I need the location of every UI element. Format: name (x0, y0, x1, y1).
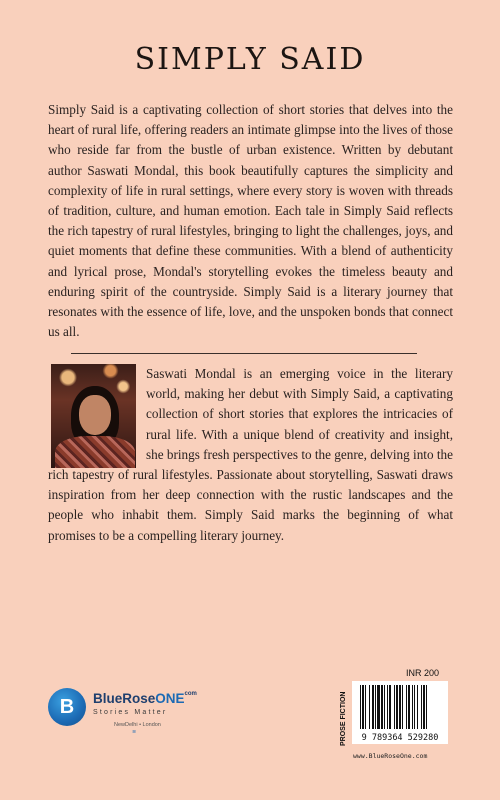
barcode-stripe (412, 685, 413, 729)
barcode-stripe (423, 685, 425, 729)
barcode-stripe (406, 685, 407, 729)
book-title: SIMPLY SAID (134, 42, 366, 77)
author-bio-block (48, 364, 453, 546)
price-label: INR 200 (406, 668, 440, 678)
author-bio: Saswati Mondal is an emerging voice in the literary world, making her debut with Simply Said, a captivating collection of short stories that explores the intricacies of rural life. With a unique blend of creativity and insight, she brings fresh perspectives to the genre, delving into the rich tapestry of rural lifestyles. Passionate about storytelling, Saswati draws inspiration from her deep connection with the rustic landscapes and the people who inhabit them. Simply Said marks the beginning of what promises to be a compelling literary journey. (48, 366, 453, 543)
barcode-stripe (369, 685, 370, 729)
publisher-cities: NewDelhi • London (114, 722, 161, 728)
barcode-stripe (417, 685, 418, 729)
barcode-stripe (365, 685, 366, 729)
barcode-stripe (396, 685, 398, 729)
barcode-stripe (394, 685, 395, 729)
barcode-stripe (399, 685, 401, 729)
genre-label: PROSE FICTION (340, 691, 347, 746)
barcode-icon (360, 685, 444, 729)
publisher-name: BlueRoseONE$^{com}$ (93, 691, 197, 706)
bluerose-logo-icon: B (48, 688, 86, 726)
publisher-mark-icon: ≋ (132, 729, 137, 735)
isbn-number: 9 789364 529280 (361, 733, 439, 743)
barcode-stripe (389, 685, 391, 729)
barcode-stripe (414, 685, 415, 729)
barcode-stripe (387, 685, 388, 729)
isbn-barcode (352, 681, 448, 744)
barcode-stripe (426, 685, 427, 729)
barcode-stripe (381, 685, 383, 729)
barcode-stripe (360, 685, 361, 729)
section-divider (71, 353, 417, 354)
barcode-stripe (421, 685, 422, 729)
publisher-tagline: Stories Matter (93, 709, 168, 716)
barcode-stripe (372, 685, 374, 729)
publisher-website: www.BlueRoseOne.com (353, 752, 428, 760)
publisher-logo (48, 688, 208, 748)
barcode-stripe (384, 685, 385, 729)
barcode-stripe (362, 685, 364, 729)
barcode-stripe (375, 685, 376, 729)
barcode-stripe (402, 685, 403, 729)
barcode-stripe (408, 685, 410, 729)
barcode-stripe (377, 685, 380, 729)
book-blurb: Simply Said is a captivating collection of short stories that delves into the heart of rural life, offering readers an intimate glimpse into the lives of those who reside far from the bustle of urban existence. Written by debutant author Saswati Mondal, this book beautifully captures the simplicity and complexity of life in rural settings, where every story is woven with threads of tradition, culture, and human emotion. Each tale in Simply Said reflects the rich tapestry of rural lifestyles, bringing to light the challenges, joys, and quiet moments that define these communities. With a blend of authenticity and lyrical prose, Mondal's storytelling evokes the timeless beauty and enduring spirit of the countryside. Simply Said is a literary journey that resonates with the essence of life, love, and the unspoken bonds that connect us all. (48, 102, 453, 340)
